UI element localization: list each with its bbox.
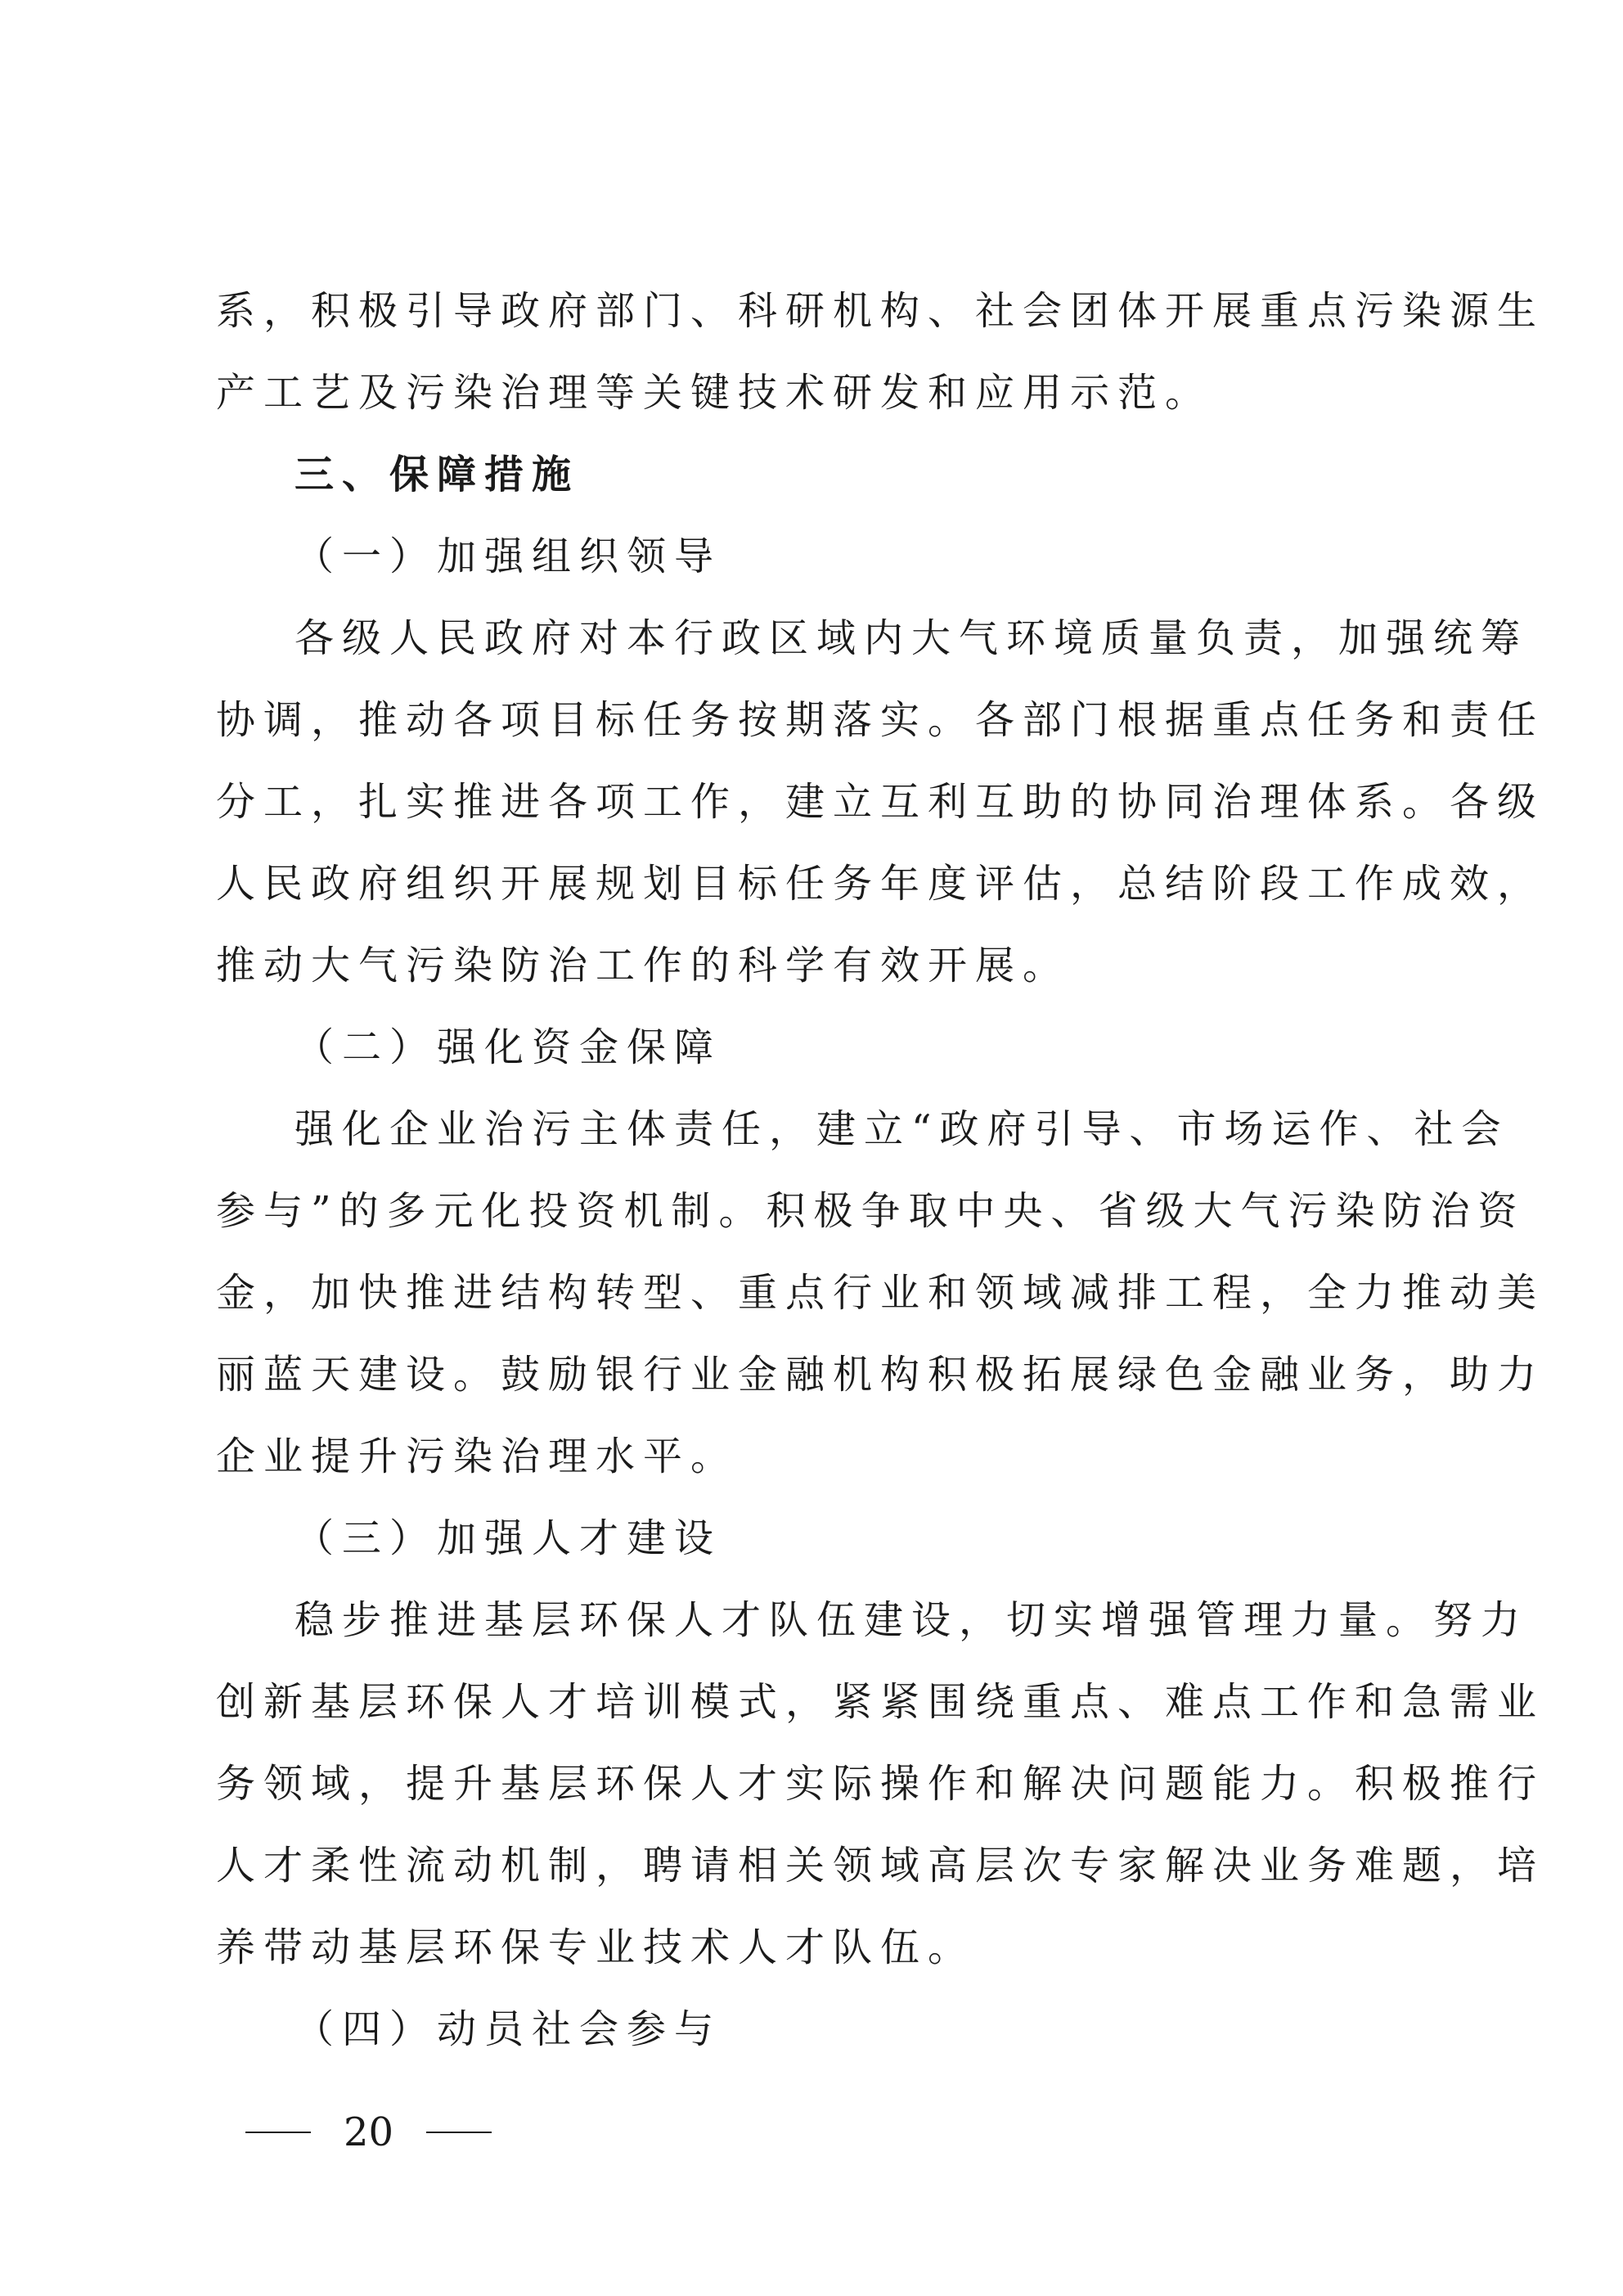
body-text-line: 金，加快推进结构转型、重点行业和领域减排工程，全力推动美 [216, 1270, 1545, 1316]
body-text-line: 产工艺及污染治理等关键技术研发和应用示范。 [216, 370, 1213, 416]
body-text-line: 人民政府组织开展规划目标任务年度评估，总结阶段工作成效， [216, 861, 1545, 907]
page-number [245, 2091, 492, 2173]
page-number-right-dash [426, 2132, 492, 2133]
subsection-heading: （一）加强组织领导 [294, 533, 722, 579]
body-text-line: 稳步推进基层环保人才队伍建设，切实增强管理力量。努力 [294, 1597, 1529, 1643]
body-text-line: 推动大气污染防治工作的科学有效开展。 [216, 943, 1071, 988]
subsection-heading: （三）加强人才建设 [294, 1515, 722, 1561]
page-number-text: 20 [344, 2109, 394, 2155]
subsection-heading: （二）强化资金保障 [294, 1024, 722, 1070]
body-text-line: 系，积极引导政府部门、科研机构、社会团体开展重点污染源生 [216, 288, 1545, 334]
body-text-line: 企业提升污染治理水平。 [216, 1434, 739, 1479]
body-text-line: 各级人民政府对本行政区域内大气环境质量负责，加强统筹 [294, 615, 1529, 661]
body-text-line: 协调，推动各项目标任务按期落实。各部门根据重点任务和责任 [216, 697, 1545, 743]
section-heading: 三、保障措施 [294, 452, 580, 497]
body-text-line: 强化企业治污主体责任，建立“政府引导、市场运作、社会 [294, 1106, 1509, 1152]
body-text-line: 创新基层环保人才培训模式，紧紧围绕重点、难点工作和急需业 [216, 1679, 1545, 1725]
body-text-line: 参与”的多元化投资机制。积极争取中央、省级大气污染防治资 [216, 1188, 1526, 1234]
body-text-line: 分工，扎实推进各项工作，建立互利互助的协同治理体系。各级 [216, 779, 1545, 825]
page-number-left-dash [245, 2132, 311, 2133]
body-text-line: 人才柔性流动机制，聘请相关领域高层次专家解决业务难题，培 [216, 1843, 1545, 1889]
body-text-line: 务领域，提升基层环保人才实际操作和解决问题能力。积极推行 [216, 1761, 1545, 1807]
subsection-heading: （四）动员社会参与 [294, 2006, 722, 2052]
body-text-line: 养带动基层环保专业技术人才队伍。 [216, 1925, 976, 1970]
body-text-line: 丽蓝天建设。鼓励银行业金融机构积极拓展绿色金融业务，助力 [216, 1352, 1545, 1398]
